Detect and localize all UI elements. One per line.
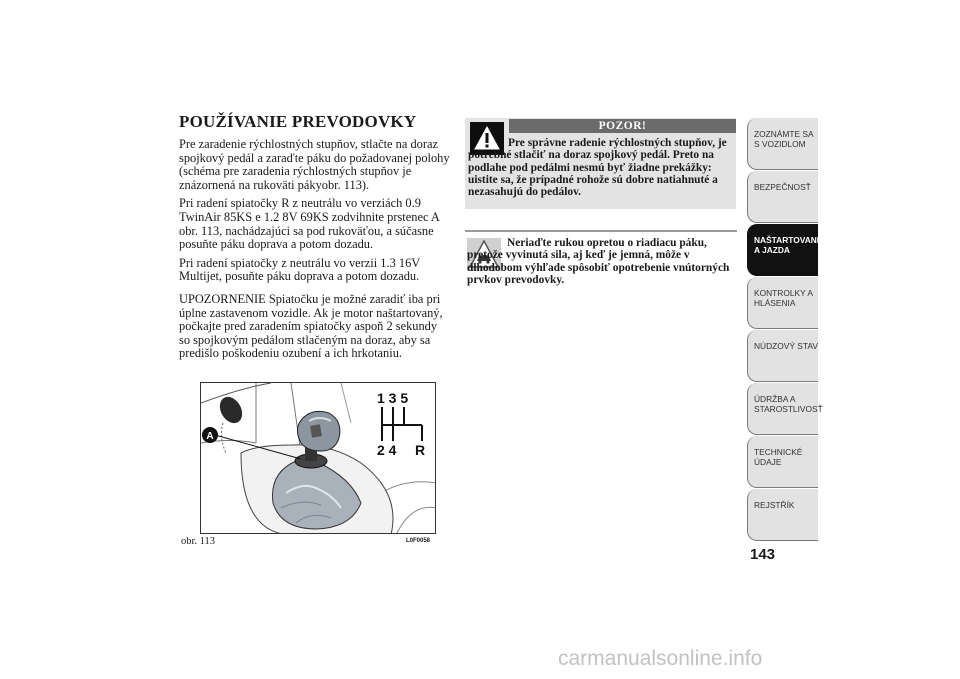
sidebar-item-starting-driving[interactable] xyxy=(747,224,825,276)
page-title: POUŽÍVANIE PREVODOVKY xyxy=(179,112,417,131)
sidebar-item-get-to-know[interactable] xyxy=(747,118,818,170)
gear-lever-illustration xyxy=(201,383,436,534)
warning-header: POZOR! xyxy=(509,119,736,133)
body-text xyxy=(179,138,451,366)
paragraph-reverse-multijet: Pri radení spiatočky z neutrálu vo verzii 1.3 16V Multijet, posuňte páku doprava a potom dozadu. xyxy=(179,255,420,284)
sidebar-item-index[interactable] xyxy=(747,489,818,541)
ring-marker-a: A xyxy=(206,431,214,442)
paragraph-note: UPOZORNENIE Spiatočku je možné zaradiť iba pri úplne zastavenom vozidle. Ak je motor naštartovaný, počkajte pred zaradením spiatočky aspoň 2 sekundy so spojkovým pedálom stlačeným na doraz, aby sa predišlo poškodeniu ozubení a ich hrkotaniu. xyxy=(179,291,443,361)
sidebar-item-emergency[interactable] xyxy=(747,330,818,382)
sidebar-item-technical-data[interactable] xyxy=(747,436,818,488)
sidebar-item-label: NÚDZOVÝ STAV xyxy=(754,341,818,351)
warning-text xyxy=(468,137,734,198)
sidebar-item-label: ÚDRŽBA A STAROSTLIVOSŤ xyxy=(754,394,823,414)
sidebar-item-label: KONTROLKY A HLÁSENIA xyxy=(754,288,813,308)
gear-pattern-reverse: R xyxy=(415,442,426,458)
sidebar-item-label: TECHNICKÉ ÚDAJE xyxy=(754,447,803,467)
page-number: 143 xyxy=(750,546,776,563)
watermark: carmanualsonline.info xyxy=(558,647,763,670)
paragraph-gear-selection: Pre zaradenie rýchlostných stupňov, stlačte na doraz spojkový pedál a zaraďte páku do požadovanej polohy (schéma pre zaradenia rýchlostných stupňov je znázornená na rukoväti pákyobr. 113). xyxy=(179,137,450,192)
figure-code: L0F0058 xyxy=(406,538,431,544)
gear-lever-figure xyxy=(200,382,436,534)
caution-text xyxy=(467,237,739,286)
paragraph-reverse-twinair: Pri radení spiatočky R z neutrálu vo verziách 0.9 TwinAir 85KS e 1.2 8V 69KS zodvihnite prstenec A obr. 113, nachádzajúci sa pod rukoväťou, a súčasne posuňte páku doprava a potom dozadu. xyxy=(179,196,440,252)
sidebar-item-label: REJSTŘÍK xyxy=(754,500,795,510)
section-divider xyxy=(465,230,737,232)
warning-text-content: Pre správne radenie rýchlostných stupňov, je potrebné stlačiť na doraz spojkový pedál. Preto na podlahe pod pedálmi nesmú byť žiadne prekážky: uistite sa, že prípadné rohože sú dobre natiahnuté a nezasahujú do pedálov. xyxy=(468,137,727,199)
sidebar-item-maintenance[interactable] xyxy=(747,383,823,435)
sidebar-item-warning-lights[interactable] xyxy=(747,277,818,329)
figure-caption: obr. 113 xyxy=(181,536,216,547)
sidebar-item-safety[interactable] xyxy=(747,171,818,223)
sidebar-item-label: NAŠTARTOVANIE A JAZDA xyxy=(754,235,825,255)
gear-pattern-bottom-left: 2 4 xyxy=(377,442,397,458)
sidebar-item-label: BEZPEČNOSŤ xyxy=(754,182,811,192)
gear-pattern-top: 1 3 5 xyxy=(377,390,409,406)
sidebar-item-label: ZOZNÁMTE SA S VOZIDLOM xyxy=(754,129,814,149)
caution-text-content: Neriaďte rukou opretou o riadiacu páku, pretože vyvinutá sila, aj keď je jemná, môže v dlhodobom výhľade spôsobiť opotrebenie vnútorných prvkov prevodovky. xyxy=(467,237,730,286)
